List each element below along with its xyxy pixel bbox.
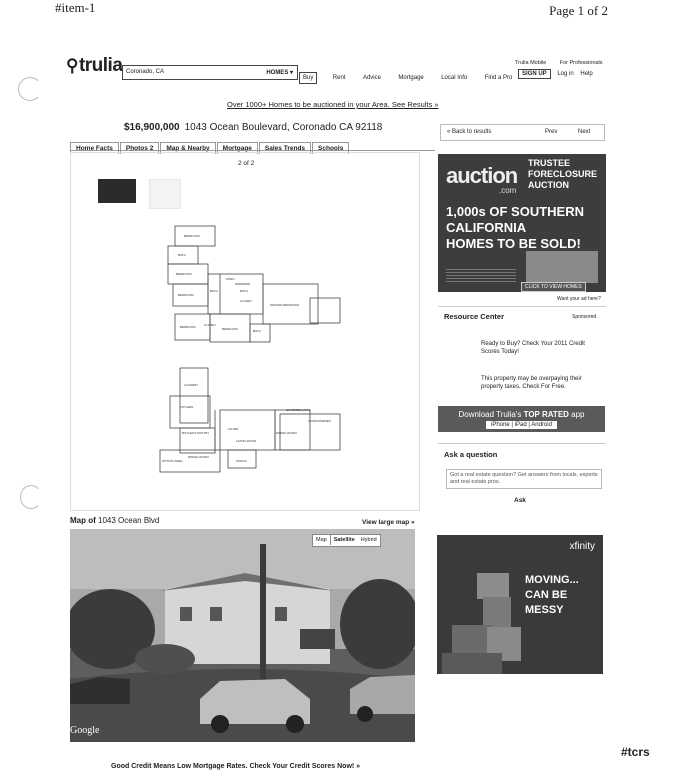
tagline-line: FORECLOSURE	[528, 169, 598, 179]
question-textarea[interactable]	[446, 469, 602, 489]
headline-line: HOMES TO BE SOLD!	[446, 236, 581, 251]
ask-button[interactable]: Ask	[514, 497, 526, 504]
nav-rent[interactable]: Rent	[332, 75, 346, 81]
room-label: BEDROOM	[222, 327, 238, 331]
login-link[interactable]: Log in	[557, 71, 574, 77]
room-label: BATH	[210, 289, 218, 293]
item-label: #item-1	[55, 0, 96, 15]
help-link[interactable]: Help	[580, 71, 593, 77]
document-stamp: #tcrs	[621, 745, 650, 759]
listing-price: $16,900,000	[124, 122, 180, 133]
fine-print	[446, 269, 516, 283]
photo-thumbnail[interactable]	[149, 179, 181, 209]
credit-score-link[interactable]: Ready to Buy? Check Your 2011 Credit Scores Today!	[481, 341, 585, 355]
xfinity-message	[525, 573, 579, 618]
room-label: BEDROOM	[176, 272, 192, 276]
room-label: CLOSET	[204, 323, 217, 327]
xfinity-ad[interactable]	[437, 535, 603, 674]
tab-photos[interactable]: Photos 2	[120, 142, 159, 154]
auction-logo: auction	[446, 163, 518, 188]
tab-schools[interactable]: Schools	[312, 142, 349, 154]
room-label: LAUNDRY	[184, 383, 199, 387]
map-title	[70, 516, 159, 525]
auction-logo-suffix: .com	[499, 186, 517, 195]
question-placeholder: Got a real estate question? Get answers from locals, experts and real estate pros.	[450, 472, 598, 485]
search-type-dropdown[interactable]: HOMES ▾	[266, 70, 293, 76]
view-large-map-link[interactable]: View large map »	[362, 519, 415, 526]
auth-links	[518, 71, 598, 77]
floor-plan-image	[140, 218, 355, 490]
resource-center-title: Resource Center	[444, 312, 505, 321]
room-label: DINING ROOM	[188, 455, 209, 459]
message-line: MOVING...	[525, 574, 579, 586]
search-location: Coronado, CA	[126, 69, 165, 75]
credit-footer-link[interactable]: Good Credit Means Low Mortgage Rates. Check Your Credit Scores Now! »	[111, 763, 361, 770]
tab-mortgage[interactable]: Mortgage	[217, 142, 258, 154]
listing-address: 1043 Ocean Boulevard, Coronado CA 92118	[184, 122, 383, 133]
nav-mortgage[interactable]: Mortgage	[398, 75, 424, 81]
room-label: DINING ROOM	[276, 431, 297, 435]
app-platforms: iPhone | iPad | Android	[486, 421, 557, 429]
map-title-bold: Map of	[70, 516, 98, 525]
binder-hole-mark	[20, 485, 42, 509]
house-photo	[526, 251, 598, 283]
room-label: BATH	[240, 289, 248, 293]
top-links	[515, 51, 612, 69]
tab-divider	[70, 150, 435, 151]
logo-text: trulia	[78, 55, 123, 76]
street-view-image[interactable]	[70, 529, 415, 742]
result-navigation	[440, 124, 605, 141]
app-text: app	[568, 410, 585, 419]
room-label: BEDROOM	[184, 234, 200, 238]
map-type-control	[312, 534, 381, 547]
ask-question-title: Ask a question	[444, 450, 498, 459]
xfinity-logo: xfinity	[569, 541, 595, 552]
message-line: CAN BE	[525, 589, 568, 601]
nav-find-a-pro[interactable]: Find a Pro	[484, 75, 513, 81]
photo-counter: 2 of 2	[238, 160, 255, 167]
room-label: BATH	[178, 253, 186, 257]
signup-button[interactable]: SIGN UP	[518, 69, 551, 79]
room-label: BATH	[253, 329, 261, 333]
hybrid-button[interactable]: Hybrid	[360, 537, 377, 543]
room-label: BUTLER'S PANTRY	[182, 431, 210, 435]
map-button[interactable]: Map	[316, 537, 327, 543]
download-app-text	[438, 410, 605, 419]
map-title-address: 1043 Ocean Blvd	[98, 516, 160, 525]
view-homes-button[interactable]: CLICK TO VIEW HOMES	[521, 282, 586, 292]
room-label: PORCH	[236, 459, 247, 463]
room-label: SUNROOM/DEN	[308, 419, 331, 423]
next-link[interactable]: Next	[578, 129, 591, 135]
google-logo: Google	[70, 725, 100, 736]
auction-ad[interactable]	[438, 154, 606, 292]
auction-ad-headline	[446, 204, 601, 252]
auction-ad-tagline	[528, 158, 604, 191]
prev-link[interactable]: Prev	[545, 129, 558, 135]
map-pin-icon: ⚲	[66, 56, 78, 75]
nav-advice[interactable]: Advice	[362, 75, 381, 81]
trulia-logo[interactable]	[66, 55, 122, 77]
main-nav	[299, 66, 523, 80]
room-label: CLOSET	[240, 299, 253, 303]
room-label: BEDROOM	[180, 325, 196, 329]
search-input[interactable]	[122, 65, 298, 80]
download-app-button[interactable]	[438, 406, 605, 432]
ad-here-link[interactable]: Want your ad here?	[557, 296, 601, 302]
room-label: SITTING AREA	[162, 459, 183, 463]
headline-line: CALIFORNIA	[446, 220, 527, 235]
tagline-line: TRUSTEE	[528, 158, 571, 168]
headline-line: 1,000s OF SOUTHERN	[446, 204, 584, 219]
sponsored-label: Sponsored	[572, 314, 597, 320]
app-text: Download Trulia's	[458, 410, 524, 419]
message-line: MESSY	[525, 604, 564, 616]
trulia-mobile-link[interactable]: Trulia Mobile	[515, 60, 547, 66]
divider	[438, 443, 606, 444]
page-number: Page 1 of 2	[549, 3, 608, 18]
nav-local-info[interactable]: Local Info	[441, 75, 468, 81]
nav-buy[interactable]: Buy	[299, 72, 317, 84]
listing-header	[124, 122, 382, 133]
room-label: FOYER	[228, 427, 239, 431]
tab-map-nearby[interactable]: Map & Nearby	[160, 142, 215, 154]
room-label: LIVING ROOM	[236, 439, 257, 443]
tagline-line: AUCTION	[528, 180, 569, 190]
room-label: COVERED LANAI	[286, 408, 311, 412]
satellite-button[interactable]: Satellite	[330, 535, 358, 545]
room-label: KITCHEN	[180, 405, 194, 409]
back-to-results-link[interactable]: « Back to results	[447, 129, 492, 135]
for-professionals-link[interactable]: For Professionals	[559, 60, 603, 66]
property-tax-link[interactable]: This property may be overpaying their property taxes. Check For Free.	[481, 376, 582, 390]
room-label: BEDROOM	[178, 293, 194, 297]
app-text-bold: TOP RATED	[523, 410, 569, 419]
tab-home-facts[interactable]: Home Facts	[70, 142, 119, 154]
divider	[438, 306, 606, 307]
auction-banner-link[interactable]: Over 1000+ Homes to be auctioned in your Area. See Results »	[227, 100, 439, 109]
photo-thumbnail[interactable]	[98, 179, 136, 203]
binder-hole-mark	[18, 77, 42, 101]
tab-sales-trends[interactable]: Sales Trends	[259, 142, 311, 154]
room-label: OPEN	[226, 277, 235, 281]
room-label: MASTER BEDROOM	[270, 303, 299, 307]
